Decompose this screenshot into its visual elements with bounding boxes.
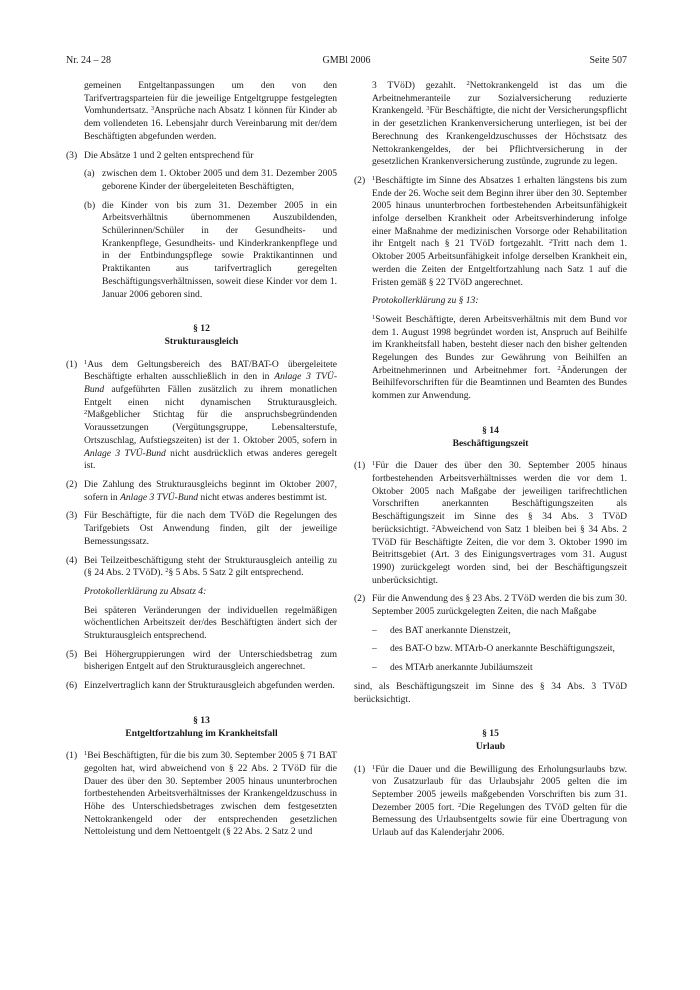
paragraph: (1) $^1$Für die Dauer und die Bewilligung des Erholungsurlaubs bzw. von Zusatzurlaub für das Urlaubsjahr 2005 gelten die im September 2005 jeweils maßgebenden Vorschriften bis zum 31. Dezember 2005 fort. $^2$Die Regelungen des TVöD gelten für die Bemessung des Urlaubsentgelts sowie für eine Übertragung von Urlaub auf das Kalenderjahr 2006. [354,763,628,839]
header-issue: Nr. 24 – 28 [66,55,111,66]
paragraph: (3) Die Absätze 1 und 2 gelten entsprechend für [66,149,254,161]
section-number: § 15 [482,728,499,740]
section-number: § 14 [482,424,499,436]
page-header [66,55,627,69]
protocol-note-heading: Protokollerklärung zu § 13: [372,295,479,307]
protocol-note-heading: Protokollerklärung zu Absatz 4: [84,585,207,597]
paragraph: (1) $^1$Bei Beschäftigten, für die bis zum 30. September 2005 § 71 BAT gegolten hat, wird abweichend von § 22 Abs. 2 TVöD für die Dauer des über den 30. September 2005 hinaus ununterbrochen fortbestehenden Arbeitsverhältnisses der Krankengeldzuschuss in Höhe des Unterschiedsbetrages zwischen dem festgesetzten Nettokrankengeld oder der entsprechenden gesetzlichen Nettoleistung und dem Nettoentgelt (§ 22 Abs. 2 Satz 2 und [66,750,337,838]
section-title: Entgeltfortzahlung im Krankheitsfall [125,727,278,739]
header-journal: GMBl 2006 [322,55,371,66]
header-page-number: Seite 507 [589,55,627,66]
paragraph: (4) Bei Teilzeitbeschäftigung steht der Strukturausgleich anteilig zu (§ 24 Abs. 2 TVöD). $^2$§ 5 Abs. 5 Satz 2 gilt entsprechend. [66,554,337,579]
protocol-note: $^1$Soweit Beschäftigte, deren Arbeitsverhältnis mit dem Bund vor dem 1. August 1998 begründet worden ist, Anspruch auf Beihilfe im Krankheitsfall haben, besteht dieser nach den bisher geltenden Regelungen des Bundes zur Gewährung von Beihilfen an Arbeitnehmerinnen und Arbeitnehmer fort. $^2$Änderungen der Beihilfevorschriften für die Beamtinnen und Beamten des Bundes kommen zur Anwendung. [372,313,627,402]
paragraph: sind, als Beschäftigungszeit im Sinne des § 34 Abs. 3 TVöD berücksichtigt. [354,680,627,705]
paragraph: (2) $^1$Beschäftigte im Sinne des Absatzes 1 erhalten längstens bis zum Ende der 26. Woche seit dem Beginn ihrer über den 30. September 2005 hinaus ununterbrochen fortbestehenden Arbeitsunfähigkeit infolge derselben Krankheit oder Arbeitsverhinderung infolge einer Maßnahme der medizinischen Vorsorge oder Rehabilitation ihr Entgelt nach § 21 TVöD fortgezahlt. $^2$Tritt nach dem 1. Oktober 2005 Arbeitsunfähigkeit infolge derselben Krankheit ein, werden die Zeiten der Entgeltfortzahlung nach Satz 1 auf die Fristen gemäß § 22 TVöD angerechnet. [354,174,628,288]
paragraph: gemeinen Entgeltanpassungen um den von den Tarifvertragsparteien für die jeweilige Entgeltgruppe festgelegten Vomhundertsatz. $^3$Ansprüche nach Absatz 1 können für Kinder ab dem vollendeten 16. Lebensjahr durch Vereinbarung mit der/dem Beschäftigten abgefunden werden. [84,80,337,142]
section-number: § 13 [193,714,210,726]
list-item: (b) die Kinder von bis zum 31. Dezember 2005 in ein Arbeitsverhältnis übernommenen Auszubildenden, Schülerinnen/Schüler in der Gesundheits- und Krankenpflege, Gesundheits- und Kinderkrankenpflege und in der Entbindungspflege sowie Praktikantinnen und Praktikanten aus tarifvertraglich geregelten Beschäftigungsverhältnissen, soweit diese Kinder vor dem 1. Januar 2006 geboren sind. [84,199,337,300]
list-item: (a) zwischen dem 1. Oktober 2005 und dem 31. Dezember 2005 geborene Kinder der übergeleiteten Beschäftigten, [84,168,337,192]
section-title: Urlaub [475,740,506,752]
paragraph: (3) Für Beschäftigte, für die nach dem TVöD die Regelungen des Tarifgebiets Ost Anwendung finden, gilt der jeweilige Bemessungssatz. [66,510,337,547]
list-item: – des MTArb anerkannte Jubiläumszeit [372,662,533,674]
left-column [66,80,337,839]
paragraph: (2) Für die Anwendung des § 23 Abs. 2 TVöD werden die bis zum 30. September 2005 zurückgelegten Zeiten, die nach Maßgabe [354,593,627,618]
right-column [354,80,627,840]
paragraph: (6) Einzelvertraglich kann der Strukturausgleich abgefunden werden. [66,680,335,692]
paragraph: (5) Bei Höhergruppierungen wird der Unterschiedsbetrag zum bisherigen Entgelt auf den Strukturausgleich angerechnet. [66,648,337,673]
paragraph: 3 TVöD) gezahlt. $^2$Nettokrankengeld ist das um die Arbeitnehmeranteile zur Sozialversicherung reduzierte Krankengeld. $^3$Für Beschäftigte, die nicht der Versicherungspflicht in der gesetzlichen Krankenversicherung unterliegen, ist bei der Berechnung des Krankengeldzuschusses der Höchstsatz des Nettokrankengeldes, der bei Pflichtversicherung in der gesetzlichen Krankenversicherung zustünde, zugrunde zu legen. [372,80,627,168]
protocol-note: Bei späteren Veränderungen der individuellen regelmäßigen wöchentlichen Arbeitszeit der/des Beschäftigten ändert sich der Strukturausgleich entsprechend. [84,604,337,642]
section-title: Beschäftigungszeit [452,437,529,449]
list-item: – des BAT-O bzw. MTArb-O anerkannte Beschäftigungszeit, [372,643,615,655]
paragraph: (1) $^1$Für die Dauer des über den 30. September 2005 hinaus fortbestehenden Arbeitsverhältnisses werden die vor dem 1. Oktober 2005 nach Maßgabe der jeweiligen tarifrechtlichen Vorschriften anerkannten Beschäftigungszeiten als Beschäftigungszeit im Sinne des § 34 Abs. 3 TVöD berücksichtigt. $^2$Abweichend von Satz 1 bleiben bei § 34 Abs. 2 TVöD für Beschäftigte Zeiten, die vor dem 3. Oktober 1990 im Beitrittsgebiet (Art. 3 des Einigungsvertrages vom 31. August 1990) zurückgelegt worden sind, bei der Beschäftigungszeit unberücksichtigt. [354,460,628,586]
paragraph: (1) $^1$Aus dem Geltungsbereich des BAT/BAT-O übergeleitete Beschäftigte erhalten ausschließlich in den in Anlage 3 TVÜ-Bund aufgeführten Fällen zusätzlich zu ihrem monatlichen Entgelt einen nicht dynamischen Strukturausgleich. $^2$Maßgeblicher Stichtag für die anspruchsbegründenden Voraussetzungen (Vergütungsgruppe, Lebensalterstufe, Ortszuschlag, Aufstiegszeiten) ist der 1. Oktober 2005, sofern in Anlage 3 TVÜ-Bund nicht ausdrücklich etwas anderes geregelt ist. [66,358,338,472]
section-number: § 12 [193,323,210,335]
paragraph: (2) Die Zahlung des Strukturausgleichs beginnt im Oktober 2007, sofern in Anlage 3 TVÜ-Bund nicht etwas anderes bestimmt ist. [66,478,337,503]
section-title: Strukturausgleich [164,335,239,347]
list-item: – des BAT anerkannte Dienstzeit, [372,624,511,636]
